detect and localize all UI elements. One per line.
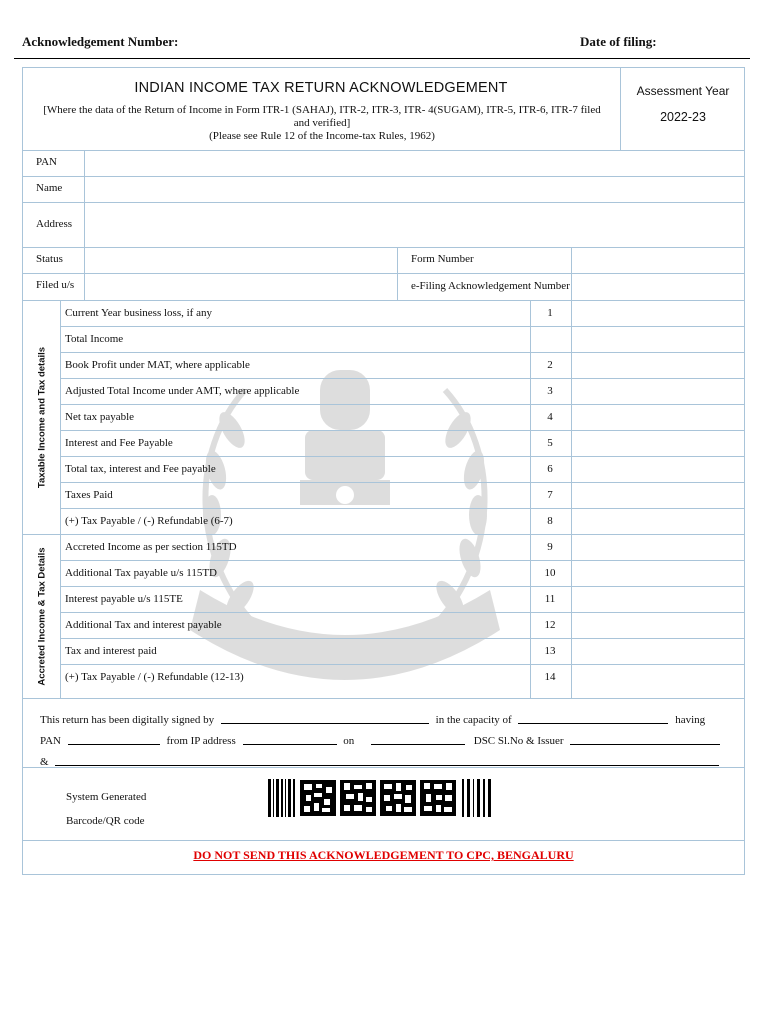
dsc-text: DSC Sl.No & Issuer	[473, 735, 564, 747]
row-label: Total tax, interest and Fee payable	[65, 463, 216, 475]
row-number: 11	[544, 593, 556, 605]
date-of-filing-label: Date of filing:	[580, 34, 657, 49]
pan-blank	[68, 733, 160, 745]
row-number: 6	[547, 463, 553, 475]
row-label: Tax and interest paid	[65, 645, 157, 657]
row-label: Current Year business loss, if any	[65, 307, 212, 319]
signature-line-3	[40, 754, 723, 768]
row-label: Additional Tax and interest payable	[65, 619, 222, 631]
ack-number-label: Acknowledgement Number:	[22, 34, 179, 49]
on-text: on	[343, 735, 355, 747]
capacity-blank	[518, 712, 668, 724]
row-label: Adjusted Total Income under AMT, where applicable	[65, 385, 300, 397]
subtitle-line-1: [Where the data of the Return of Income in Form ITR-1 (SAHAJ), ITR-2, ITR-3, ITR- 4(SUGAM), ITR-5, ITR-6, ITR-7 filed	[43, 104, 601, 116]
taxable-section-title: Taxable Income and Tax details	[36, 346, 48, 489]
row-label: Taxes Paid	[65, 489, 113, 501]
form-number-label: Form Number	[411, 253, 474, 265]
header-divider	[14, 58, 750, 59]
row-number: 1	[547, 307, 553, 319]
barcode-qr-icon	[268, 779, 492, 819]
row-number: 10	[544, 567, 556, 579]
row-label: (+) Tax Payable / (-) Refundable (6-7)	[65, 515, 233, 527]
row-label: Net tax payable	[65, 411, 135, 423]
signature-line-1	[40, 712, 705, 726]
status-label: Status	[36, 253, 63, 265]
having-text: having	[675, 714, 706, 726]
row-label: Accreted Income as per section 115TD	[65, 541, 237, 553]
row-label: Interest and Fee Payable	[65, 437, 173, 449]
row-label: Interest payable u/s 115TE	[65, 593, 183, 605]
signed-by-text: This return has been digitally signed by	[40, 714, 215, 726]
row-label: Book Profit under MAT, where applicable	[65, 359, 250, 371]
pan-text: PAN	[40, 735, 61, 747]
ampersand-text: &	[40, 756, 49, 768]
subtitle-line-3: (Please see Rule 12 of the Income-tax Rules, 1962)	[209, 130, 435, 142]
row-number: 13	[544, 645, 556, 657]
barcode-label-2: Barcode/QR code	[66, 815, 145, 827]
form-subtitle	[30, 104, 614, 143]
form-title: INDIAN INCOME TAX RETURN ACKNOWLEDGEMENT	[134, 80, 508, 96]
row-number: 7	[547, 489, 553, 501]
row-number: 9	[547, 541, 553, 553]
row-label: Additional Tax payable u/s 115TD	[65, 567, 217, 579]
dsc-blank	[570, 733, 720, 745]
pan-label: PAN	[36, 156, 57, 168]
address-label: Address	[36, 218, 73, 230]
filed-us-label: Filed u/s	[36, 279, 75, 291]
row-number: 8	[547, 515, 553, 527]
assessment-year-value: 2022-23	[660, 110, 706, 124]
row-number: 2	[547, 359, 553, 371]
ip-blank	[243, 733, 337, 745]
signer-name-blank	[221, 712, 429, 724]
continuation-blank	[55, 754, 719, 766]
row-label: Total Income	[65, 333, 124, 345]
assessment-year-label: Assessment Year	[636, 84, 730, 98]
date-blank	[371, 733, 465, 745]
efiling-ack-label: e-Filing Acknowledgement Number	[411, 280, 570, 292]
row-number: 3	[547, 385, 553, 397]
signature-line-2	[40, 733, 724, 747]
barcode-label-1: System Generated	[66, 791, 147, 803]
row-label: (+) Tax Payable / (-) Refundable (12-13)	[65, 671, 244, 683]
name-label: Name	[36, 182, 63, 194]
row-number: 14	[544, 671, 556, 683]
row-number: 12	[544, 619, 556, 631]
row-number: 5	[547, 437, 553, 449]
subtitle-line-2: and verified]	[293, 117, 351, 129]
row-number: 4	[547, 411, 553, 423]
from-ip-text: from IP address	[166, 735, 236, 747]
accreted-section-title: Accreted Income & Tax Details	[36, 547, 48, 686]
do-not-send-warning: DO NOT SEND THIS ACKNOWLEDGEMENT TO CPC, BENGALURU	[193, 848, 574, 862]
capacity-text: in the capacity of	[435, 714, 512, 726]
